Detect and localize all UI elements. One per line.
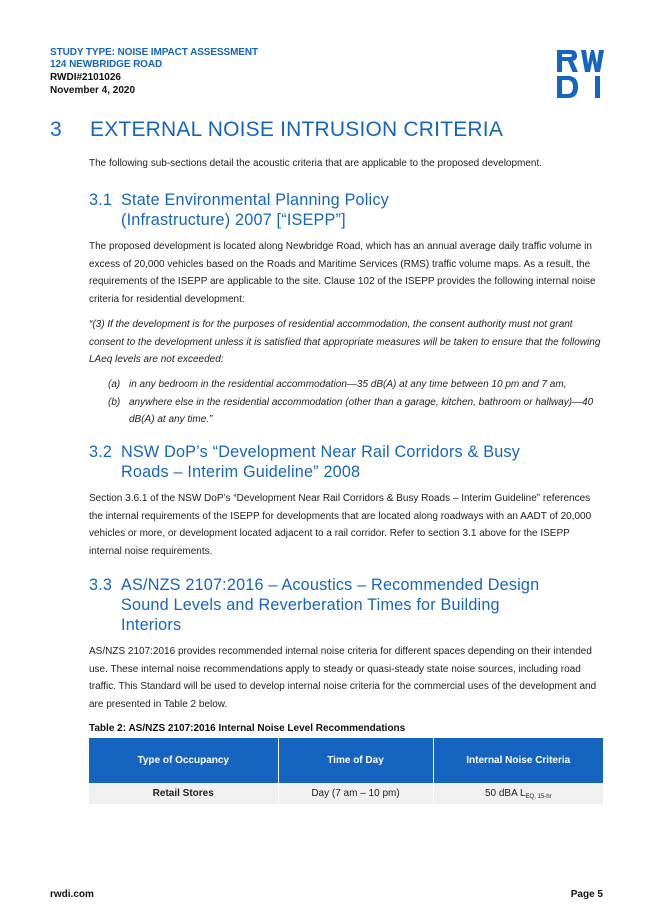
section-number: 3: [50, 118, 62, 141]
list-item-text: anywhere else in the residential accommodation (other than a garage, kitchen, bathroom or hallway)—40 dB(A) at any time.”: [129, 396, 594, 425]
subsection-number: 3.3: [89, 576, 113, 594]
column-header: Time of Day: [278, 738, 433, 783]
quoted-clause: “(3) If the development is for the purposes of residential accommodation, the consent authority must not grant consent to the development unless it is satisfied that appropriate measures will be taken to ensure that the following LAeq levels are not exceeded:: [89, 319, 601, 365]
list-item: [108, 376, 608, 394]
quote-3-1: [89, 316, 605, 369]
page-number: Page 5: [570, 889, 603, 900]
list-item: [108, 394, 608, 429]
subsection-title-line: Sound Levels and Reverberation Times for Building: [121, 596, 500, 614]
list-marker: (b): [108, 396, 121, 408]
subsection-heading-3-3: [89, 575, 609, 635]
section-heading: [50, 118, 503, 142]
subsection-title-line: NSW DoP’s “Development Near Rail Corridors & Busy: [121, 443, 521, 461]
criteria-subscript: EQ, 15-hr: [525, 793, 552, 800]
table-caption: Table 2: AS/NZS 2107:2016 Internal Noise Level Recommendations: [89, 723, 406, 734]
occupancy-cell: Retail Stores: [89, 783, 278, 804]
subsection-title-line: AS/NZS 2107:2016 – Acoustics – Recommended Design: [121, 576, 540, 594]
footer-site: rwdi.com: [50, 889, 94, 900]
subsection-title-line: State Environmental Planning Policy: [121, 191, 389, 209]
table-row: [89, 783, 603, 804]
paragraph: AS/NZS 2107:2016 provides recommended internal noise criteria for different spaces depending on their intended use. These internal noise recommendations apply to steady or quasi-steady state noise sources, including road traffic. This Standard will be used to develop internal noise criteria for the commercial uses of the development and are presented in Table 2 below.: [89, 646, 597, 710]
site-address: 124 NEWBRIDGE ROAD: [50, 59, 163, 70]
column-header: Type of Occupancy: [89, 738, 278, 783]
subsection-title-line: Roads – Interim Guideline” 2008: [121, 463, 361, 481]
subsection-number: 3.2: [89, 443, 113, 461]
subsection-title-line: (Infrastructure) 2007 [“ISEPP”]: [121, 211, 346, 229]
paragraph: The proposed development is located along Newbridge Road, which has an annual average daily traffic volume in excess of 20,000 vehicles based on the Roads and Maritime Services (RMS) traffic volume maps. As a result, the requirements of the ISEPP are applicable to the site. Clause 102 of the ISEPP provides the following internal noise criteria for residential development:: [89, 241, 596, 305]
subsection-heading-3-2: [89, 442, 609, 482]
paragraph-3-2: [89, 490, 605, 560]
paragraph: Section 3.6.1 of the NSW DoP’s “Development Near Rail Corridors & Busy Roads – Interim Guideline” references the internal requirements of the ISEPP for developments that are located along roadways with an AADT of 20,000 vehicles or more, or development located adjacent to a rail corridor. Refer to section 3.1 above for the ISEPP internal noise requirements.: [89, 493, 592, 557]
clause-list: [108, 376, 608, 429]
noise-criteria-table: [89, 738, 603, 804]
report-date: November 4, 2020: [50, 85, 136, 96]
document-header: [50, 47, 258, 97]
project-reference: RWDI#2101026: [50, 72, 121, 83]
list-marker: (a): [108, 379, 121, 390]
table-header-row: [89, 738, 603, 783]
paragraph-3-3: [89, 643, 605, 713]
study-type: STUDY TYPE: NOISE IMPACT ASSESSMENT: [50, 47, 259, 58]
section-intro: The following sub-sections detail the acoustic criteria that are applicable to the proposed development.: [89, 158, 543, 169]
subsection-heading-3-1: [89, 190, 609, 230]
rwdi-logo-icon: [557, 50, 605, 98]
subsection-title-line: Interiors: [121, 616, 182, 634]
paragraph-3-1: [89, 238, 605, 308]
subsection-number: 3.1: [89, 191, 113, 209]
section-title: EXTERNAL NOISE INTRUSION CRITERIA: [90, 118, 504, 141]
time-cell: Day (7 am – 10 pm): [278, 783, 433, 804]
criteria-cell: [433, 783, 603, 804]
column-header: Internal Noise Criteria: [433, 738, 603, 783]
section-intro-block: [89, 155, 605, 173]
criteria-value: 50 dBA L: [484, 787, 526, 799]
list-item-text: in any bedroom in the residential accommodation—35 dB(A) at any time between 10 pm and 7 am,: [129, 379, 567, 390]
